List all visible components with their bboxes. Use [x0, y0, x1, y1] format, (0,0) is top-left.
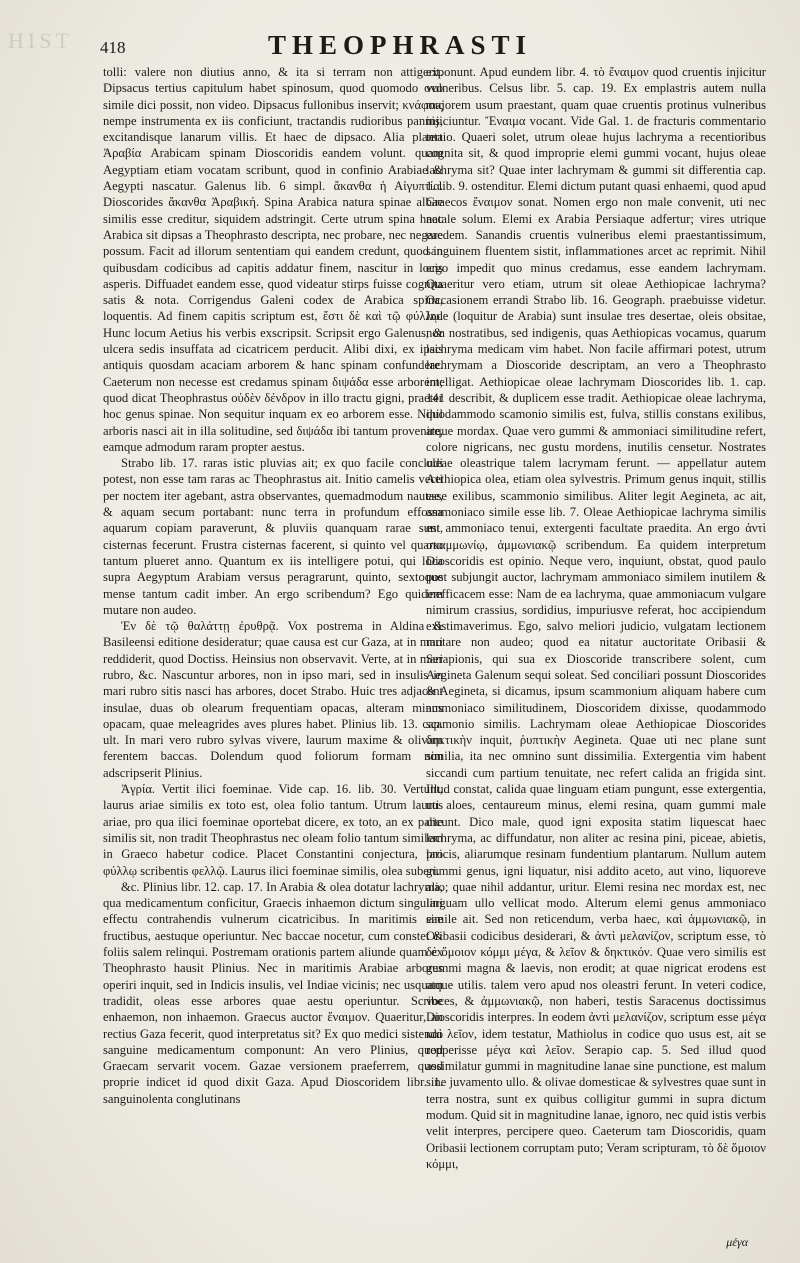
paragraph: &c. Plinius libr. 12. cap. 17. In Arabia & olea dotatur lachryma, qua medicamentum conficitur, Graecis inhaemon dictum singulari effectu contrahendis vulnerum cicatricibus. In maritimis eae fructibus, aestuque operiuntur. Nec baccae nocetur, cum constet & foliis salem relinqui. Postremam orationis partem aliunde quam ex Theophrasto hausit Plinius. Nec in maritimis Arabiae arbores operiri inquit, sed in Indicis insulis, vel Indiae vicinis; nec usquam tradidit, oleas esse arbores quae aestu operiuntur. Scribe enhaemon, non inhaemon. Graecus auctor ἔναιμον. Quaeritur, an rectius Gaza fecerit, quod interpretatus sit? Ex quo medici sistendo sanguine medicamentum componunt: An vero Plinius, quod Graecam servarit vocem. Gazae versionem praeferrem, quod proprie indicet id quod dixit Gaza. Apud Dioscoridem libr. 1. sanguinolenta conglutinans: [103, 879, 443, 1106]
running-header: [0, 28, 800, 64]
page-number: 418: [100, 38, 126, 57]
paragraph: Ἐν δὲ τῷ θαλάττῃ ἐρυθρᾷ. Vox postrema in Aldina & Basileensi editione desideratur; quae causa est cur Gaza, at in mari reddiderit, quod Doctiss. Heinsius non observavit. Verte, at in mari rubro, &c. Nascuntur arbores, non in ipso mari, sed in insulis in mari rubro sitis nasci has arbores, docet Strabo. Huic tres adjacent insulae, duas ob olearum frequentiam opacas, alteram minus opacam, quae meleagrides aves plures habet. Plinius lib. 13. cap. ult. In mari vero rubro sylvas vivere, laurum maxime & olivam ferentem baccas. Dolendum quod foliorum formam non adscripserit Plinius.: [103, 619, 443, 780]
paragraph: Ἀγρία. Vertit ilici foeminae. Vide cap. 16. lib. 30. Vertunt, laurus ariae similis ex toto est, olea folio tantum. Utrum laurus ariae, pro qua ilici foeminae oportebat dicere, ex toto, an ex parte similis sit, non tradit Theophrastus nec oleam folio tantum similem in Graeco habetur codice. Placet Constantini conjectura, pro φύλλῳ scribentis φελλῷ. Laurus ilici foeminae similis, olea suberi.: [103, 782, 443, 878]
paragraph: Strabo lib. 17. raras istic pluvias ait; ex quo facile concludi potest, non esse tam raras ac Theophrastus ait. Initio camelis vecti per noctem iter agebant, astra observantes, quemadmodum nautae, & aquam secum portabant: nunc terra in profundum effossa aquarum copiam paraverunt, & pluviis quanquam rarae sunt, cisternas fecerunt. Frustra cisternas facerent, si quinto vel quarto tantum plueret anno. Quantum ex iis intelligere potui, qui loca supra Aegyptum Arabiam versus peragrarunt, quinto, sextoque mense tantum cadit imber. An ergo scribendum? Ego quidem mutare non audeo.: [103, 456, 443, 617]
running-title: THEOPHRASTI: [267, 30, 533, 60]
paragraph: exponunt. Apud eundem libr. 4. τὸ ἔναιμον quod cruentis injicitur vulneribus. Celsus libr. 5. cap. 19. Ex emplastris autem nulla majorem usum praestant, quam quae cruentis protinus vulneribus injiciuntur. Ἔναιμα vocant. Vide Gal. 1. de fracturis commentario tertio. Quaeri solet, utrum oleae hujus lachryma a recentioribus cognita sit, & quod improprie elemi gummi vocant, hujus oleae lachryma sit? Quae inter lachrymam & gummi sit differentia cap. 1. lib. 9. ostenditur. Elemi dictum putant quasi enhaemi, quod apud Graecos ἔναιμον sonat. Nomen ergo non male convenit, uti nec natale solum. Elemi ex Arabia Persiaque adfertur; vires utrique eaedem. Sanandis cruentis vulneribus elemi praestantissimum, sanguinem fluentem sistit, inflammationes arcet ac reprimit. Nihil ergo impedit quo minus credamus, esse eandem lachrymam. Quaeritur vero etiam, utrum sit oleae Aethiopicae lachryma? Occasionem errandi Strabo lib. 16. Geograph. praebuisse videtur. Inde (loquitur de Arabia) sunt insulae tres desertae, oleis obsitae, non nostratibus, sed indigenis, quas Aethiopicas vocamus, quarum lachryma medicam vim habet. Non facile affirmari potest, utrum lachrymam a Dioscoride descriptam, an vero a Theophrasto intelligat. Aethiopicae oleae lachrymam Dioscorides lib. 1. cap. 141 describit, & duplicem esse tradit. Aethiopicae oleae lachryma, quodammodo scamonio similis est, fulva, stillis constans exilibus, atque mordax. Quae vero gummi & ammoniaci similitudine refert, colore nigricans, nec gustu mordens, inutilis censetur. Nostrates oleae oleastrique talem lacrymam ferunt. — appellatur autem Aethiopica olea, etiam olea sylvestris. Primum genus inquit, stillis esse exilibus, scammonio similibus. Aliter legit Aegineta, ac ait, ammoniaco simile esse lib. 7. Oleae Aethiopicae lachryma similis est ammoniaco tenui, extergenti facultate praedita. An ergo ἀντὶ σκαμμωνίῳ, ἀμμωνιακῷ scribendum. Ea quidem interpretum Dioscoridis est opinio. Neque vero, inquiunt, obstat, quod paulo post subjungit auctor, lachrymam ammoniaco similem inutilem & inefficacem esse: Nam de ea lachryma, quae ammoniacum vulgare nimirum crassius, sordidius, impuriusve referat, hoc accipiendum existimaverimus. Ego, salvo meliori judicio, vulgatam lectionem mutare non audeo; quod ea nitatur auctoritate Oribasii & Serapionis, qui sua ex Dioscoride transcribere solent, cum Aegineta Galenum sequi soleat. Sed conciliari possunt Dioscorides & Aegineta, si dicamus, ipsum scammonium aliquam habere cum ammoniaco similitudinem, Dioscoridem dixisse, quodammodo scamonio similis. Lachrymam oleae Aethiopicae Dioscorides δηκτικὴν inquit, ῥυπτικὴν Aegineta. Quae uti nec plane sunt similia, ita nec omnino sunt dissimilia. Extergentia vim habent siccandi cum partium tenuitate, nec refert calida an frigida sint. Illud constat, calida quae linguam etiam pungunt, esse extergentia, uti aloes, centaureum minus, elemi resina, quam gummi male dicunt. Dico male, quod igni exposita statim liquescat haec lachryma, ac diffundatur, non aliter ac resina pini, piceae, abietis, laricis, aliarumque resinam fundentium plantarum. Nullum autem gummi genus, igni liquatur, nisi addito aceto, aut vino, liquoreve alio; quae nihil addantur, uritur. Elemi resina nec mordax est, nec linguam ullo vellicat modo. Alterum elemi genus ammoniaco simile ait. Sed non reticendum, verba haec, καὶ ἀμμωνιακῷ, in Oribasii codicibus desiderari, & ἀντὶ μελανίζον, scriptum esse, τὸ δὲ ὅμοιον κόμμι μέγα, & λεῖον & δηκτικόν. Quae vero similis est gummi magna & laevis, non erodit; at quae nigricat erodens est atque utilis. talem vero apud nos oleastri ferunt. In veteri codice, voces, & ἀμμωνιακῷ, non haberi, testis Saracenus doctissimus Dioscoridis interpres. In eodem ἀντὶ μελανίζον, scriptum esse μέγα καὶ λεῖον, idem testatur, Mathiolus in codice quo usus est, ait se repperisse μέγα καὶ λεῖον. Serapio cap. 5. Sed illud quod assimilatur gummi in magnitudine lanae sine punctione, est malum sine juvamento ullo. & olivae domesticae & sylvestres quae sunt in terra nostra, sunt ex quibus colligitur gummi in supra dictum modum. Quid sit in magnitudine lanae, ignoro, nec quid istis verbis velit interpres, percipere queo. Caeterum tam Dioscoridis, quam Oribasii lectionem corruptam puto; Veram scripturam, τὸ δὲ ὅμοιον κόμμι,: [426, 65, 766, 1171]
left-text-column: [103, 64, 443, 1244]
right-text-column: [426, 64, 766, 1244]
catchword: μέγα: [726, 1235, 748, 1249]
bleed-through-text: HIST: [8, 28, 73, 53]
paragraph: tolli: valere non diutius anno, & ita si terram non attigerit. Dipsacus tertius capitulum habet spinosum, quod quomodo ovo simile dici possit, non video. Dipsacus fullonibus inservit; κνάφοις nempe instrumenta ex iis conficiunt, tractandis rudioribus pannis, excitandisque lanarum villis. Et haec de dipsaco. Alia planta Ἀραβία Arabicam spinam Dioscoridis eandem volunt. quam Aegyptiam etiam vocatam scribunt, quod in confinio Arabiae & Aegypti nascatur. Galenus lib. 6 simpl. ἄκανθα ἡ Αἰγυπτία. Dioscorides ἄκανθα Ἀραβική. Spina Arabica natura spinae albae similis esse creditur, siquidem adstringit. Certe utrum spina haec Arabica sit dipsas a Theophrasto descripta, nec probare, nec negare possum. Facit ad illorum sententiam qui eandem credunt, quod in quibusdam codicibus ad capitis addatur finem, nascitur in locis asperis. Diffuadet eandem esse, quod videatur stirps fuisse cognita satis & nota. Corrigendus Galeni codex de Arabica spina, loquentis. Ad finem capitis scriptum est, ἔστι δὲ καὶ τῷ φύλλῳ. Hunc locum Aetius his verbis exscripsit. Scripsit ergo Galenus, & ulcera sedis insuffata ad cicatricem perducit. Alibi dixi, ex ipsis antiquis quosdam acaciam arborem & hanc spinam confundere. Caeterum non necesse est credamus spinam διψάδα esse arborem; quod dicat Theophrastus οὐδὲν δένδρον in illo tractu gigni, praeter hoc genus spinae. Non sequitur inquam ex eo arborem esse. Nihil arboris nasci ait in illa solitudine, sed διψάδα ibi tantum provenire, eamque admodum raram propter aestus.: [103, 65, 443, 454]
